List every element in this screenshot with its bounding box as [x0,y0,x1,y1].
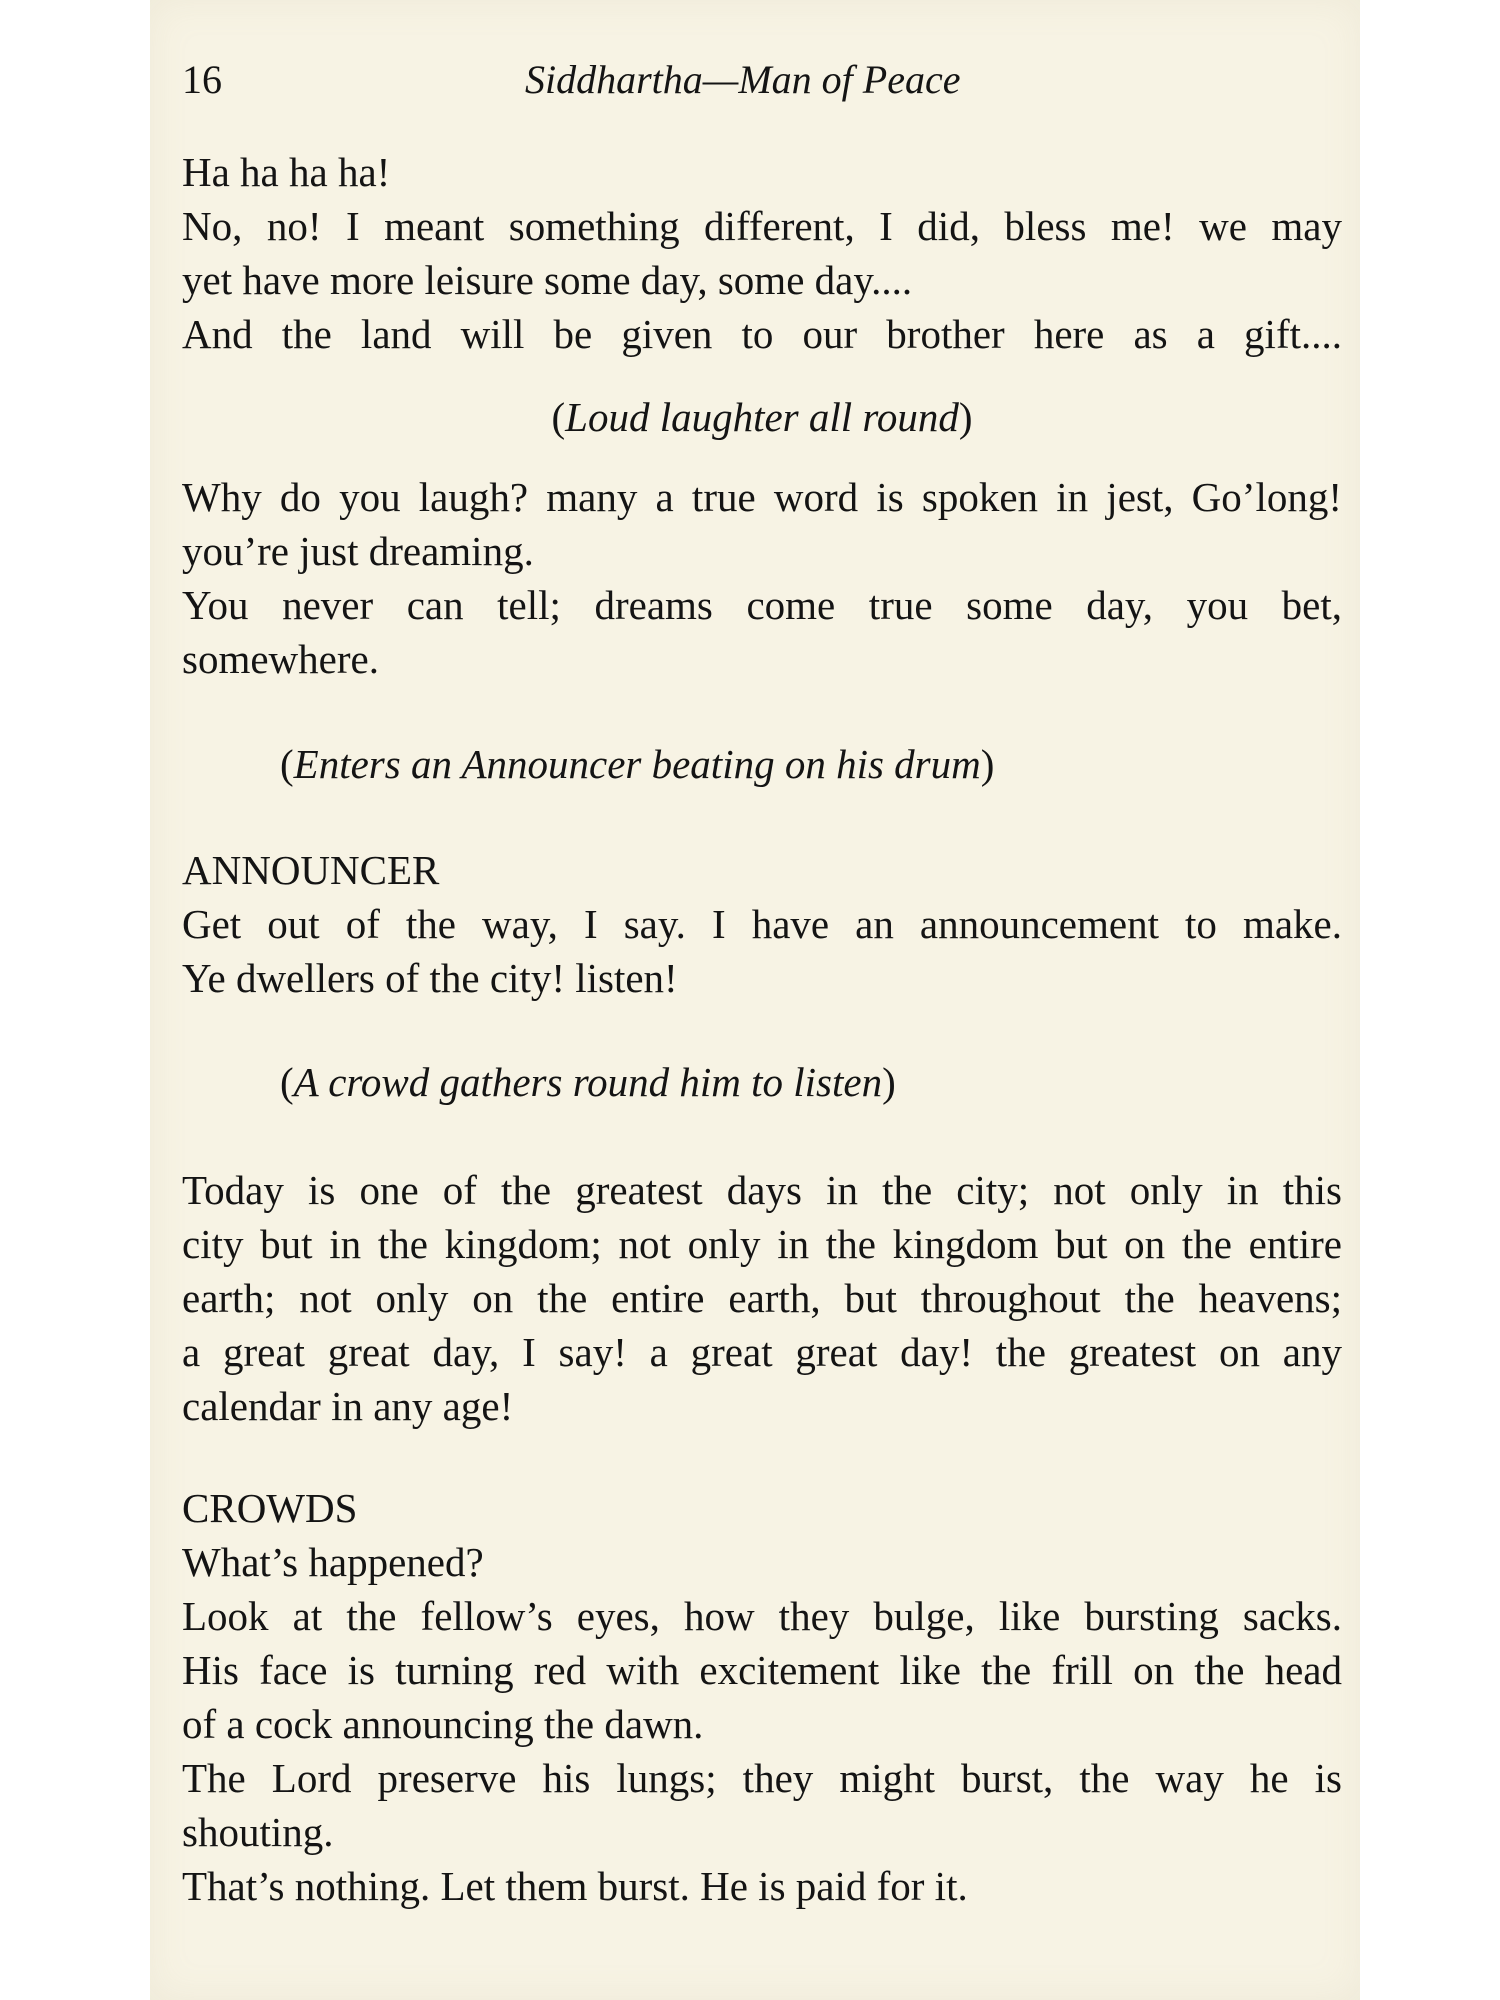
dialogue-line: The Lord preserve his lungs; they might burst, the way he is [182,1755,1342,1801]
crowds-block [182,1481,1342,1913]
dialogue-line: somewhere. [182,636,379,682]
dialogue-line: No, no! I meant something different, I did, bless me! we may [182,203,1342,249]
dialogue-block-1 [182,145,1342,361]
page-header [182,56,1342,112]
stage-direction-text: A crowd gathers round him to listen [293,1059,883,1105]
stage-direction-1: (Loud laughter all round) [551,394,973,440]
stage-direction-text: Loud laughter all round [565,394,959,440]
dialogue-line: city but in the kingdom; not only in the kingdom but on the entire [182,1221,1342,1267]
running-title: Siddhartha—Man of Peace [525,57,961,102]
stage-direction-text: Enters an Announcer beating on his drum [293,741,981,787]
speaker-name: CROWDS [182,1485,358,1531]
dialogue-line: earth; not only on the entire earth, but throughout the heavens; [182,1275,1342,1321]
stage-direction-3: (A crowd gathers round him to listen) [280,1059,896,1105]
dialogue-line: His face is turning red with excitement like the frill on the head [182,1647,1342,1693]
dialogue-line: And the land will be given to our brother here as a gift.... [182,311,1342,357]
dialogue-line: You never can tell; dreams come true some day, you bet, [182,582,1342,628]
dialogue-line: yet have more leisure some day, some day.... [182,257,913,303]
dialogue-line: you’re just dreaming. [182,528,534,574]
dialogue-line: Get out of the way, I say. I have an announcement to make. [182,901,1342,947]
dialogue-block-2 [182,470,1342,686]
page-number: 16 [182,57,222,102]
announcer-block [182,843,1342,1005]
dialogue-line: calendar in any age! [182,1383,514,1429]
dialogue-line: What’s happened? [182,1539,484,1585]
stage-direction-2: (Enters an Announcer beating on his drum) [280,741,995,787]
dialogue-line: of a cock announcing the dawn. [182,1701,704,1747]
speaker-name: ANNOUNCER [182,847,440,893]
dialogue-line: shouting. [182,1809,334,1855]
dialogue-line: Why do you laugh? many a true word is spoken in jest, Go’long! [182,474,1342,520]
dialogue-line: Ha ha ha ha! [182,149,391,195]
dialogue-line: Today is one of the greatest days in the city; not only in this [182,1167,1342,1213]
dialogue-line: Ye dwellers of the city! listen! [182,955,678,1001]
dialogue-line: a great great day, I say! a great great day! the greatest on any [182,1329,1342,1375]
dialogue-line: Look at the fellow’s eyes, how they bulge, like bursting sacks. [182,1593,1342,1639]
dialogue-line: That’s nothing. Let them burst. He is paid for it. [182,1863,968,1909]
announcement-speech [182,1163,1342,1433]
